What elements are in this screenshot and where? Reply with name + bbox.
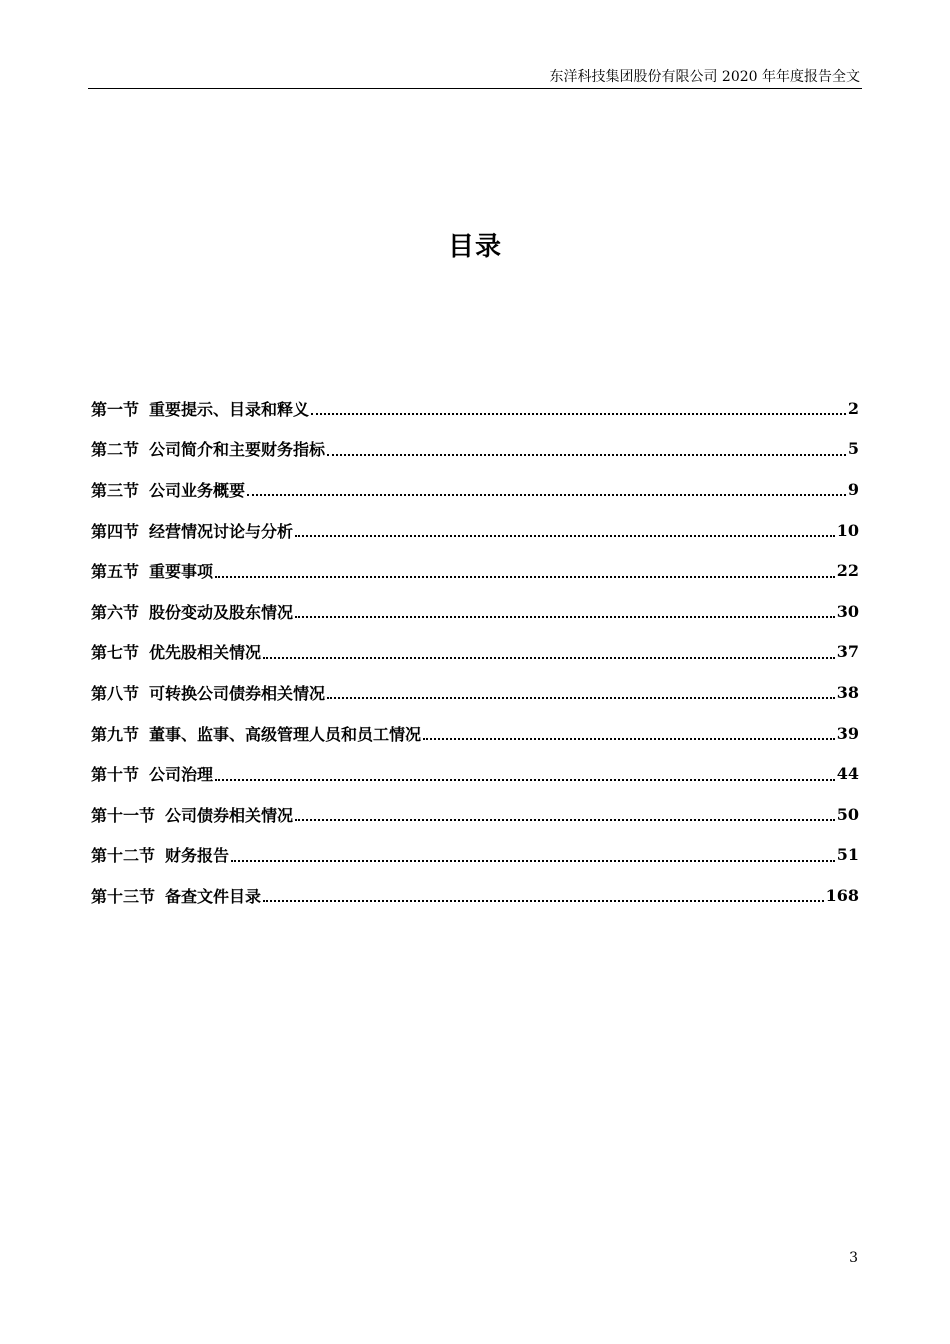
- toc-page-number: 9: [847, 479, 859, 499]
- toc-section-label: 第十节: [91, 765, 140, 785]
- dot-leader: [263, 657, 835, 659]
- toc-page-number: 22: [836, 561, 859, 581]
- toc-section-label: 第九节: [91, 724, 140, 744]
- toc-section-label: 第三节: [91, 480, 140, 500]
- toc-entry-10[interactable]: [91, 753, 859, 794]
- toc-section-label: 第五节: [91, 562, 140, 582]
- toc-page-number: 5: [847, 439, 859, 459]
- toc-section-name: 重要提示、目录和释义: [149, 399, 310, 419]
- toc-entry-4[interactable]: [91, 510, 859, 551]
- toc-section-label: 第十二节: [91, 846, 156, 866]
- dot-leader: [295, 535, 835, 537]
- toc-entry-11[interactable]: [91, 794, 859, 835]
- toc-section-name: 公司治理: [149, 765, 214, 785]
- toc-section-label: 第十三节: [91, 886, 156, 906]
- toc-section-label: 第六节: [91, 602, 140, 622]
- toc-section-name: 备查文件目录: [165, 886, 262, 906]
- toc-page-number: 10: [836, 520, 859, 540]
- dot-leader: [215, 779, 835, 781]
- table-of-contents: [91, 388, 859, 916]
- running-header: 东洋科技集团股份有限公司 2020 年年度报告全文: [549, 69, 860, 85]
- toc-section-name: 公司业务概要: [149, 480, 246, 500]
- toc-entry-9[interactable]: [91, 713, 859, 754]
- toc-section-label: 第七节: [91, 643, 140, 663]
- toc-section-name: 公司债券相关情况: [165, 805, 294, 825]
- toc-entry-2[interactable]: [91, 429, 859, 470]
- toc-section-label: 第二节: [91, 440, 140, 460]
- toc-title: 目录: [447, 232, 502, 262]
- toc-section-name: 经营情况讨论与分析: [149, 521, 294, 541]
- toc-page-number: 168: [825, 885, 859, 905]
- dot-leader: [423, 738, 835, 740]
- toc-entry-1[interactable]: [91, 388, 859, 429]
- dot-leader: [311, 413, 846, 415]
- toc-entry-12[interactable]: [91, 835, 859, 876]
- toc-page-number: 50: [836, 804, 859, 824]
- toc-section-label: 第四节: [91, 521, 140, 541]
- dot-leader: [231, 860, 835, 862]
- dot-leader: [295, 819, 835, 821]
- toc-section-name: 公司简介和主要财务指标: [149, 440, 326, 460]
- dot-leader: [247, 494, 846, 496]
- toc-page-number: 2: [847, 398, 859, 418]
- toc-page-number: 39: [836, 723, 859, 743]
- toc-entry-13[interactable]: [91, 875, 859, 916]
- toc-entry-3[interactable]: [91, 469, 859, 510]
- toc-section-name: 可转换公司债券相关情况: [149, 683, 326, 703]
- toc-section-name: 财务报告: [165, 846, 230, 866]
- toc-page-number: 30: [836, 601, 859, 621]
- toc-section-label: 第八节: [91, 683, 140, 703]
- toc-entry-7[interactable]: [91, 632, 859, 673]
- page-number: 3: [849, 1250, 858, 1266]
- toc-entry-5[interactable]: [91, 550, 859, 591]
- toc-page-number: 44: [836, 764, 859, 784]
- toc-page-number: 51: [836, 845, 859, 865]
- toc-section-name: 重要事项: [149, 562, 214, 582]
- toc-entry-8[interactable]: [91, 672, 859, 713]
- dot-leader: [263, 900, 824, 902]
- toc-page-number: 37: [836, 642, 859, 662]
- toc-section-name: 董事、监事、高级管理人员和员工情况: [149, 724, 422, 744]
- header-divider: [88, 88, 862, 89]
- toc-section-label: 第一节: [91, 399, 140, 419]
- dot-leader: [327, 697, 835, 699]
- toc-section-name: 股份变动及股东情况: [149, 602, 294, 622]
- dot-leader: [295, 616, 835, 618]
- dot-leader: [215, 576, 835, 578]
- toc-page-number: 38: [836, 682, 859, 702]
- toc-section-name: 优先股相关情况: [149, 643, 262, 663]
- dot-leader: [327, 454, 846, 456]
- toc-entry-6[interactable]: [91, 591, 859, 632]
- toc-section-label: 第十一节: [91, 805, 156, 825]
